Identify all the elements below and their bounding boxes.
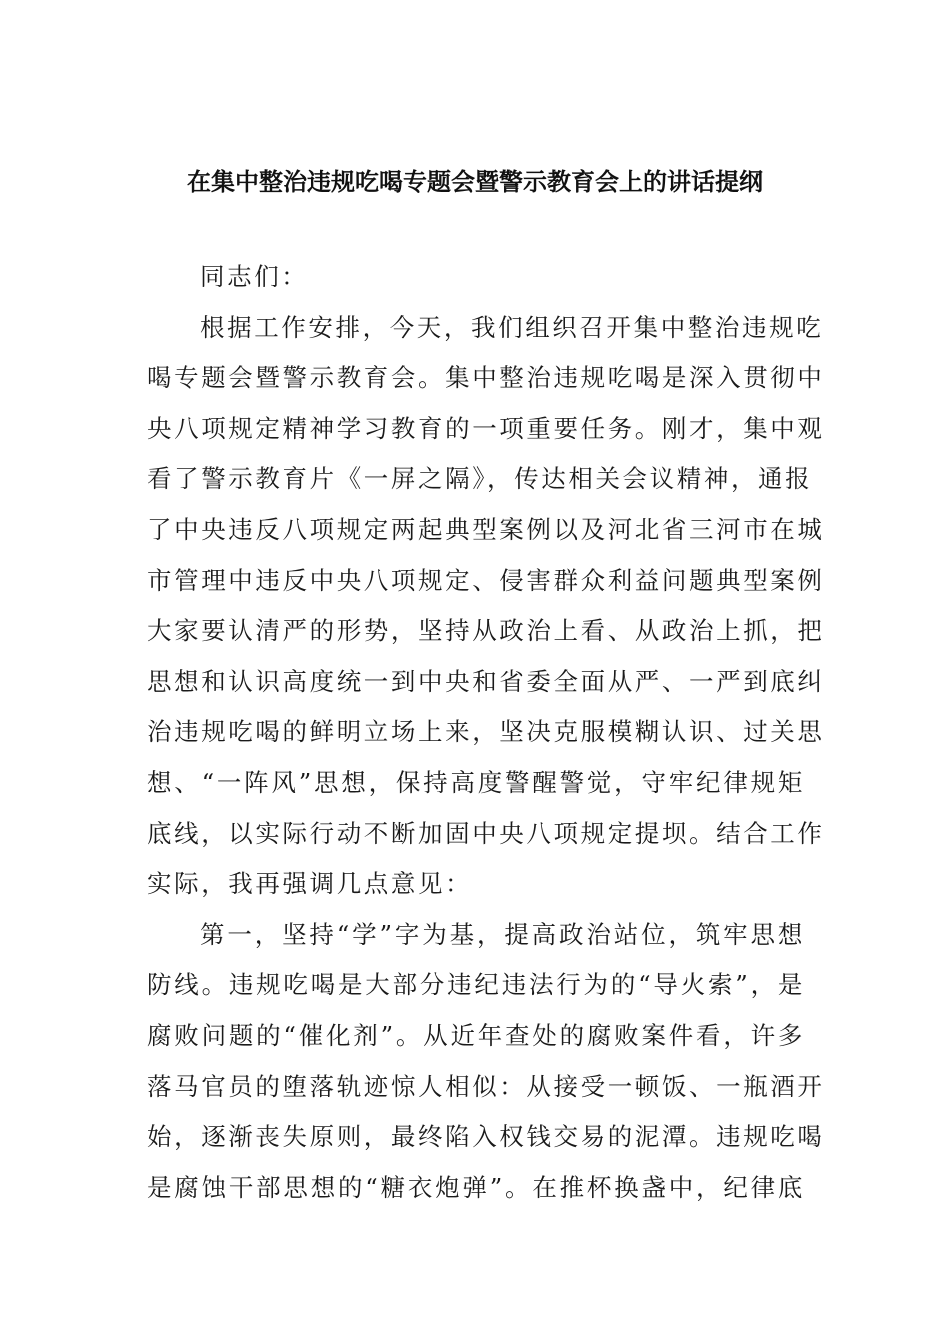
document-body bbox=[147, 252, 825, 1213]
paragraph-1 bbox=[147, 303, 825, 910]
text-line: 腐败问题的“催化剂”。从近年查处的腐败案件看，许多 bbox=[147, 1020, 805, 1050]
text-line: 根据工作安排，今天，我们组织召开集中整治违规吃 bbox=[200, 312, 824, 342]
text-line: 底线，以实际行动不断加固中央八项规定提坝。结合工作 bbox=[147, 818, 825, 848]
text-line: 始，逐渐丧失原则，最终陷入权钱交易的泥潭。违规吃喝 bbox=[147, 1122, 825, 1152]
paragraph-2 bbox=[147, 910, 825, 1214]
text-line: 喝专题会暨警示教育会。集中整治违规吃喝是深入贯彻中 bbox=[147, 363, 825, 393]
greeting bbox=[147, 252, 805, 303]
text-line: 大家要认清严的形势，坚持从政治上看、从政治上抓，把 bbox=[147, 616, 825, 646]
text-line: 实际，我再强调几点意见： bbox=[147, 869, 473, 899]
text-line: 治违规吃喝的鲜明立场上来，坚决克服模糊认识、过关思 bbox=[147, 717, 825, 747]
text-line: 看了警示教育片《一屏之隔》，传达相关会议精神，通报 bbox=[147, 464, 813, 494]
text-line: 了中央违反八项规定两起典型案例以及河北省三河市在城 bbox=[147, 514, 825, 544]
text-line: 想、“一阵风”思想，保持高度警醒警觉，守牢纪律规矩 bbox=[147, 767, 805, 797]
text-line: 第一，坚持“学”字为基，提高政治站位，筑牢思想 bbox=[200, 919, 805, 949]
text-line: 思想和认识高度统一到中央和省委全面从严、一严到底纠 bbox=[147, 666, 825, 696]
text-line: 落马官员的堕落轨迹惊人相似：从接受一顿饭、一瓶酒开 bbox=[147, 1071, 825, 1101]
document-title: 在集中整治违规吃喝专题会暨警示教育会上的讲话提纲 bbox=[187, 168, 763, 196]
text-line: 央八项规定精神学习教育的一项重要任务。刚才，集中观 bbox=[147, 413, 825, 443]
greeting-text: 同志们： bbox=[200, 262, 309, 291]
text-line: 是腐蚀干部思想的“糖衣炮弹”。在推杯换盏中，纪律底 bbox=[147, 1172, 805, 1202]
text-line: 市管理中违反中央八项规定、侵害群众利益问题典型案例 bbox=[147, 565, 825, 595]
text-line: 防线。违规吃喝是大部分违纪违法行为的“导火索”，是 bbox=[147, 970, 805, 1000]
